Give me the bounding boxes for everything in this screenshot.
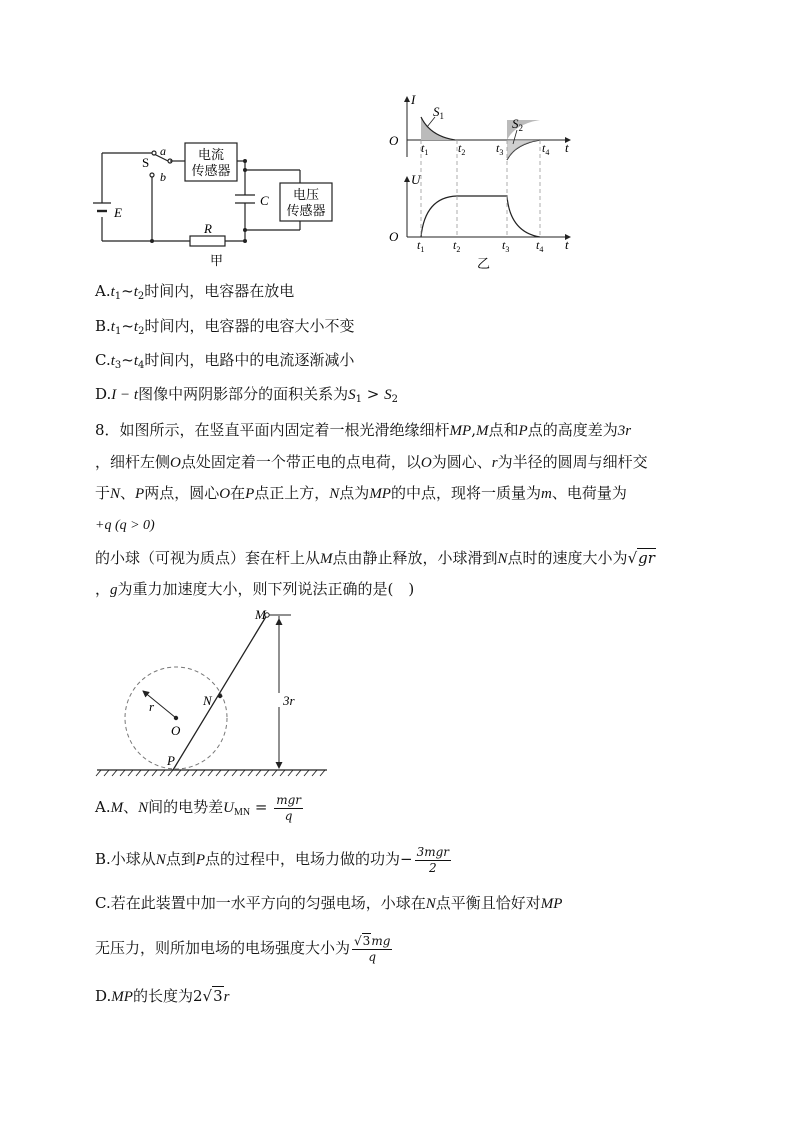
voltage-sensor-label-2: 传感器 <box>286 204 326 219</box>
figure-yi-label: 乙 <box>477 257 491 272</box>
q8-stem-line-6: ，g为重力加速度大小，则下列说法正确的是( ) <box>95 580 415 598</box>
graph-I-label: I <box>411 92 416 107</box>
fraction-b: $\frac{\text{3mgr}}{2}$ <box>416 844 450 875</box>
figure-jia-label: 甲 <box>210 254 224 269</box>
voltage-sensor-label-1: 电压 <box>292 188 320 203</box>
capacitor-label: C <box>260 193 269 208</box>
fraction-c: $\frac{√3mg}{q}$ <box>354 933 391 964</box>
fraction-a: $\frac{\text{mgr}}{q}$ <box>276 792 302 823</box>
q8-option-c-line-2: 无压力，则所加电场的电场强度大小为 $\frac{√3mg}{q}$ <box>95 933 391 964</box>
q8-stem-line-5: 的小球（可视为质点）套在杆上从M点由静止释放，小球滑到N点时的速度大小为√gr <box>95 549 655 567</box>
label-3r: 3r <box>283 693 295 708</box>
t1-bottom: $t_1$ <box>417 238 425 254</box>
switch-label: S <box>142 155 150 170</box>
current-sensor-label-2: 传感器 <box>191 164 231 179</box>
label-O: O <box>171 723 181 738</box>
S1-label: $S_1$ <box>433 104 444 121</box>
t-axis-bottom: t <box>565 237 569 252</box>
q8-stem-line-1: 8．如图所示，在竖直平面内固定着一根光滑绝缘细杆MP,M点和P点的高度差为3r <box>95 421 632 439</box>
t3-bottom: $t_3$ <box>502 238 510 254</box>
label-P: P <box>167 753 175 768</box>
q7-option-b: $B.t_1\sim t_2$时间内，电容器的电容大小不变 <box>95 317 355 337</box>
t2-top: $t_2$ <box>458 141 466 157</box>
label-M: M <box>255 607 266 622</box>
origin-top: O <box>389 133 399 148</box>
rod-circle-diagram <box>95 605 335 780</box>
label-r: r <box>149 699 155 714</box>
switch-contact-b: b <box>160 170 166 184</box>
q8-stem-line-3: 于N、P两点，圆心O在P点正上方，N点为MP的中点，现将一质量为m、电荷量为 <box>95 484 627 502</box>
S2-label: $S_2$ <box>512 116 523 133</box>
t3-top: $t_3$ <box>496 141 504 157</box>
it-ut-graphs <box>385 92 585 274</box>
label-N: N <box>203 693 212 708</box>
circuit-diagram <box>90 135 370 270</box>
t2-bottom: $t_2$ <box>453 238 461 254</box>
emf-label: E <box>114 205 122 220</box>
switch-contact-a: a <box>160 144 166 158</box>
origin-bottom: O <box>389 229 399 244</box>
q8-stem-line-2: ，细杆左侧O点处固定着一个带正电的点电荷，以O为圆心、r为半径的圆周与细杆交 <box>95 453 648 471</box>
t1-top: $t_1$ <box>421 141 429 157</box>
current-sensor-label-1: 电流 <box>197 148 225 163</box>
q7-option-a: $A.t_1\sim t_2$时间内，电容器在放电 <box>95 282 295 302</box>
t-axis-top: t <box>565 140 569 155</box>
q8-option-a: A.M、N间的电势差$U_{MN}$ = $\frac{\text{mgr}}{q}$ <box>95 792 302 823</box>
q7-option-d: D.I − t图像中两阴影部分的面积关系为$S_1 > S_2$ <box>95 385 398 405</box>
q8-option-c-line-1: C.若在此装置中加一水平方向的匀强电场，小球在N点平衡且恰好对MP <box>95 894 563 912</box>
t4-bottom: $t_4$ <box>536 238 544 254</box>
q8-stem-line-4: +q (q > 0) <box>95 518 155 533</box>
q8-option-b: B.小球从N点到P点的过程中，电场力做的功为− $\frac{\text{3mgr}}{2}$ <box>95 844 450 875</box>
q8-option-d: D.MP的长度为2√3r <box>95 987 230 1005</box>
t4-top: $t_4$ <box>542 141 550 157</box>
q7-option-c: $C.t_3\sim t_4$时间内，电路中的电流逐渐减小 <box>95 351 355 371</box>
graph-U-label: U <box>411 172 421 187</box>
resistor-label: R <box>204 221 212 236</box>
